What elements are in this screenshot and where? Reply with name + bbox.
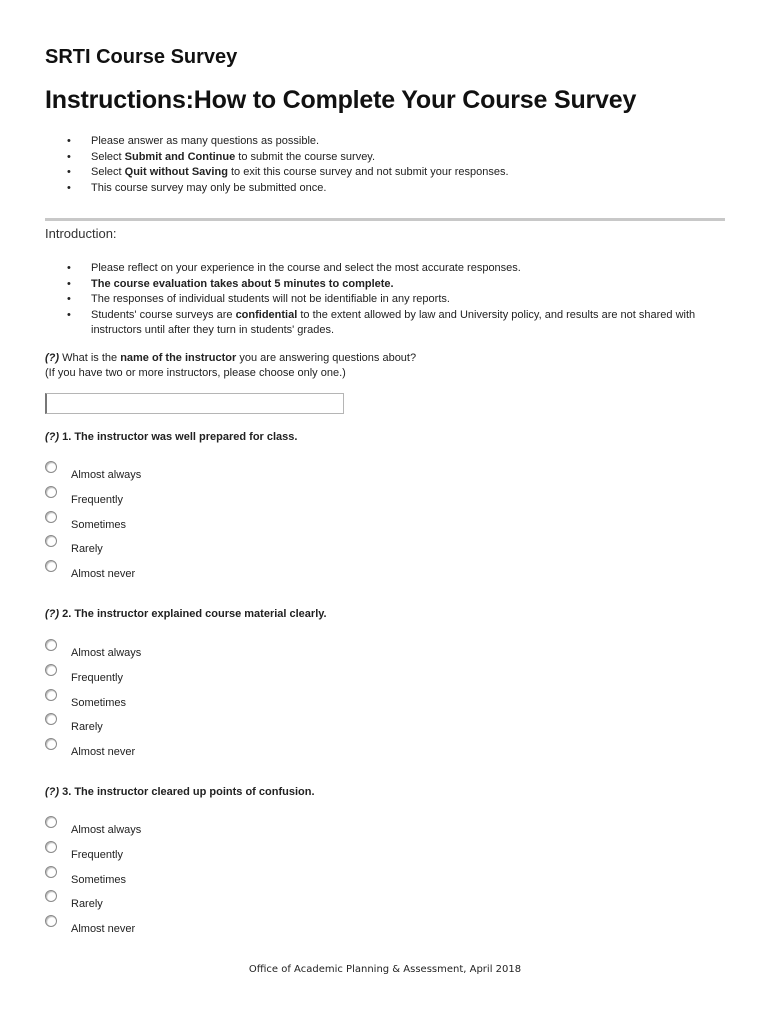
instructions-list — [45, 134, 735, 196]
instruction-item — [45, 134, 735, 150]
help-tag[interactable]: (?) — [45, 786, 60, 798]
option-rarely[interactable] — [45, 713, 345, 738]
option-almost-never[interactable] — [45, 915, 345, 940]
radio-button[interactable] — [45, 890, 57, 902]
question-text: What is the — [59, 352, 121, 364]
radio-button[interactable] — [45, 866, 57, 878]
radio-button[interactable] — [45, 713, 57, 725]
radio-button[interactable] — [45, 535, 57, 547]
intro-item — [45, 308, 735, 339]
option-label: Sometimes — [71, 518, 127, 531]
instructor-name-question — [45, 351, 416, 381]
question-text-bold: name of the instructor — [120, 352, 237, 364]
instruction-text: Please answer as many questions as possible. — [91, 135, 320, 147]
instruction-item — [45, 150, 735, 166]
help-tag[interactable]: (?) — [45, 352, 60, 364]
survey-title: SRTI Course Survey — [45, 46, 238, 68]
option-label: Frequently — [71, 493, 123, 506]
section-divider — [45, 218, 725, 221]
question-text: you are answering questions about? — [236, 352, 417, 364]
confidential-text: confidential — [235, 308, 298, 321]
instructions-heading: Instructions:How to Complete Your Course Survey — [45, 86, 637, 114]
question-3-options — [45, 816, 345, 940]
intro-item — [45, 292, 735, 308]
radio-button[interactable] — [45, 816, 57, 828]
question-text: 1. The instructor was well prepared for class. — [59, 431, 298, 443]
question-1-options — [45, 461, 345, 585]
option-label: Almost never — [71, 923, 136, 936]
intro-item — [45, 277, 735, 293]
intro-text: Please reflect on your experience in the course and select the most accurate responses. — [91, 262, 521, 274]
intro-text: to the extent allowed by law and University policy, and results are not shared with instructors until after they turn in students' grades. — [91, 308, 696, 336]
option-almost-always[interactable] — [45, 639, 345, 664]
radio-button[interactable] — [45, 560, 57, 572]
question-1 — [45, 431, 297, 443]
instruction-text: This course survey may only be submitted once. — [91, 181, 327, 194]
option-rarely[interactable] — [45, 535, 345, 560]
radio-button[interactable] — [45, 841, 57, 853]
option-frequently[interactable] — [45, 486, 345, 511]
radio-button[interactable] — [45, 486, 57, 498]
option-frequently[interactable] — [45, 664, 345, 689]
instruction-item — [45, 165, 735, 181]
page-footer: Office of Academic Planning & Assessment, April 2018 — [248, 964, 522, 975]
radio-button[interactable] — [45, 639, 57, 651]
question-3 — [45, 786, 315, 798]
option-sometimes[interactable] — [45, 866, 345, 891]
intro-item — [45, 261, 735, 277]
option-label: Rarely — [71, 898, 103, 911]
radio-button[interactable] — [45, 461, 57, 473]
radio-button[interactable] — [45, 915, 57, 927]
question-2-options — [45, 639, 345, 763]
option-almost-always[interactable] — [45, 461, 345, 486]
help-tag[interactable]: (?) — [45, 608, 60, 620]
introduction-list — [45, 261, 735, 339]
help-tag[interactable]: (?) — [45, 431, 60, 443]
option-frequently[interactable] — [45, 841, 345, 866]
intro-text: The course evaluation takes about 5 minutes to complete. — [91, 277, 394, 290]
option-label: Sometimes — [71, 696, 127, 709]
option-almost-never[interactable] — [45, 560, 345, 585]
question-2 — [45, 608, 327, 620]
intro-text: Students' course surveys are — [91, 308, 236, 321]
instruction-text: to exit this course survey and not submit your responses. — [227, 166, 509, 178]
radio-button[interactable] — [45, 664, 57, 676]
submit-and-continue-text: Submit and Continue — [124, 150, 236, 163]
question-note: (If you have two or more instructors, please choose only one.) — [45, 367, 346, 379]
option-sometimes[interactable] — [45, 511, 345, 536]
option-label: Almost never — [71, 746, 136, 759]
option-almost-never[interactable] — [45, 738, 345, 763]
instruction-text: Select — [91, 150, 125, 163]
option-almost-always[interactable] — [45, 816, 345, 841]
option-label: Almost never — [71, 568, 136, 581]
radio-button[interactable] — [45, 511, 57, 523]
option-label: Rarely — [71, 543, 103, 556]
option-label: Frequently — [71, 848, 123, 861]
instruction-text: to submit the course survey. — [235, 150, 376, 163]
instructor-name-input[interactable] — [45, 393, 344, 414]
option-label: Rarely — [71, 721, 103, 734]
intro-text: The responses of individual students will not be identifiable in any reports. — [91, 293, 450, 305]
question-text: 3. The instructor cleared up points of confusion. — [59, 786, 315, 798]
instruction-text: Select — [91, 166, 125, 178]
radio-button[interactable] — [45, 738, 57, 750]
option-label: Almost always — [71, 469, 142, 481]
option-label: Sometimes — [71, 873, 127, 886]
instruction-item — [45, 181, 735, 197]
radio-button[interactable] — [45, 689, 57, 701]
introduction-label: Introduction: — [45, 226, 117, 241]
quit-without-saving-text: Quit without Saving — [124, 166, 228, 178]
option-rarely[interactable] — [45, 890, 345, 915]
option-label: Almost always — [71, 824, 142, 836]
option-label: Frequently — [71, 671, 123, 684]
question-text: 2. The instructor explained course material clearly. — [59, 608, 327, 620]
option-sometimes[interactable] — [45, 689, 345, 714]
option-label: Almost always — [71, 647, 142, 659]
